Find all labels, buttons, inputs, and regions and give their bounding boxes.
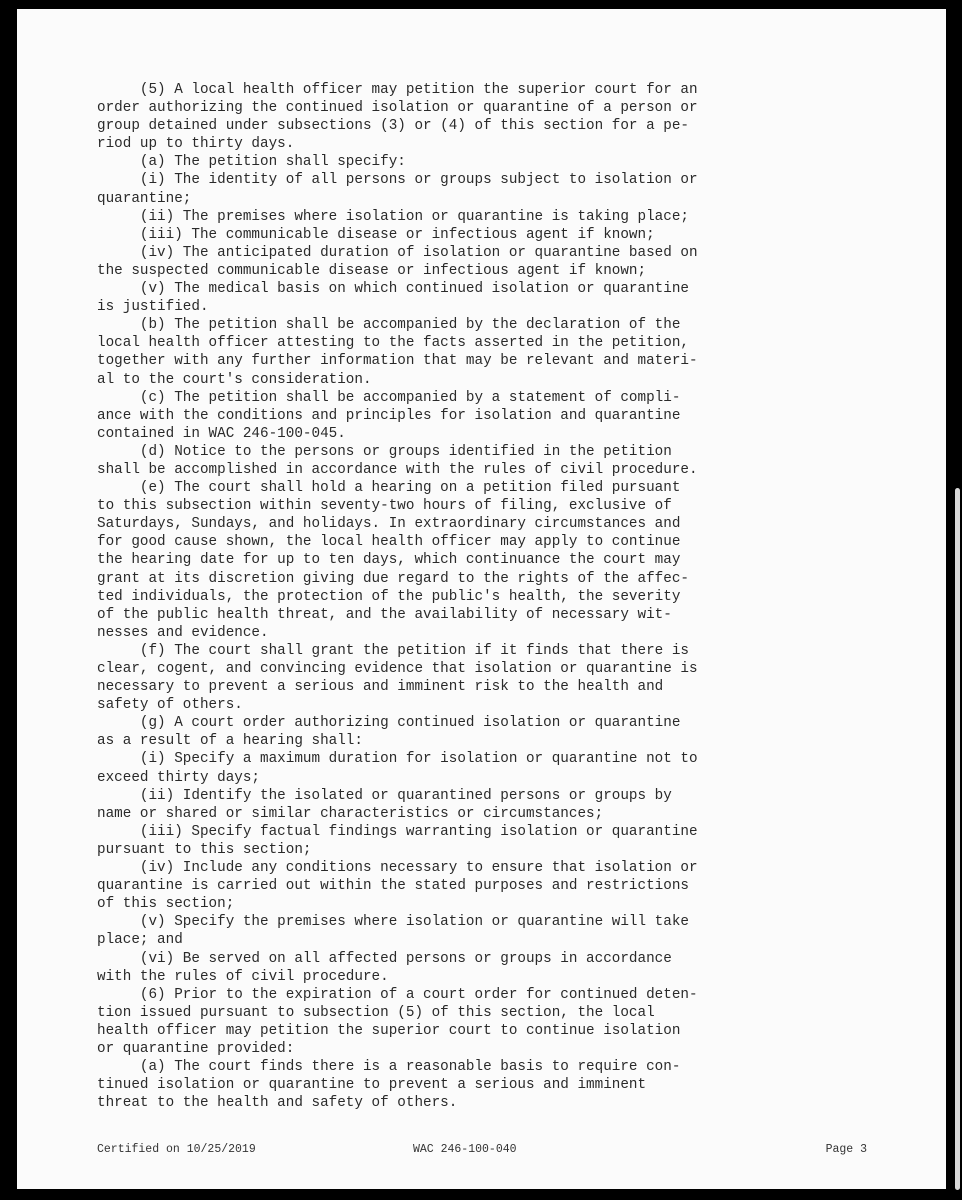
document-line: necessary to prevent a serious and imminent risk to the health and — [97, 679, 664, 696]
document-line: quarantine; — [97, 190, 192, 207]
document-line: pursuant to this section; — [97, 841, 312, 858]
document-line: (6) Prior to the expiration of a court order for continued deten- — [97, 986, 698, 1003]
document-line: clear, cogent, and convincing evidence that isolation or quarantine is — [97, 661, 698, 677]
document-line: threat to the health and safety of others. — [97, 1095, 458, 1112]
document-line: (i) The identity of all persons or groups subject to isolation or — [97, 172, 698, 189]
document-line: as a result of a hearing shall: — [97, 733, 363, 750]
document-line: group detained under subsections (3) or (4) of this section for a pe- — [97, 118, 689, 135]
document-line: (i) Specify a maximum duration for isolation or quarantine not to — [97, 751, 698, 768]
document-line: or quarantine provided: — [97, 1040, 295, 1057]
document-line: (c) The petition shall be accompanied by a statement of compli- — [97, 389, 681, 406]
document-line: grant at its discretion giving due regard to the rights of the affec- — [97, 570, 689, 587]
scrollbar-thumb[interactable] — [955, 488, 960, 1190]
document-line: the suspected communicable disease or infectious agent if known; — [97, 262, 647, 279]
document-line: exceed thirty days; — [97, 769, 261, 786]
document-line: (b) The petition shall be accompanied by the declaration of the — [97, 317, 681, 334]
document-line: ance with the conditions and principles for isolation and quarantine — [97, 407, 681, 424]
document-line: (ii) Identify the isolated or quarantined persons or groups by — [97, 787, 672, 804]
document-page — [17, 9, 946, 1189]
document-line: ted individuals, the protection of the public's health, the severity — [97, 588, 681, 605]
document-line: for good cause shown, the local health officer may apply to continue — [97, 534, 681, 551]
document-line: (iii) Specify factual findings warranting isolation or quarantine — [97, 823, 698, 840]
document-line: contained in WAC 246-100-045. — [97, 425, 346, 442]
footer-page-number: Page 3 — [825, 1143, 867, 1156]
footer-wac-code: WAC 246-100-040 — [413, 1143, 517, 1156]
scrollbar[interactable] — [953, 0, 962, 1200]
document-line: (vi) Be served on all affected persons or groups in accordance — [97, 950, 672, 967]
document-line: (d) Notice to the persons or groups identified in the petition — [97, 443, 672, 460]
document-line: together with any further information that may be relevant and materi- — [97, 353, 698, 370]
document-line: (g) A court order authorizing continued isolation or quarantine — [97, 715, 681, 732]
document-line: (v) The medical basis on which continued isolation or quarantine — [97, 281, 689, 298]
document-line: (a) The court finds there is a reasonable basis to require con- — [97, 1059, 681, 1076]
document-line: (iv) The anticipated duration of isolation or quarantine based on — [97, 244, 698, 261]
document-line: order authorizing the continued isolation or quarantine of a person or — [97, 100, 698, 117]
document-line: of this section; — [97, 896, 235, 913]
document-line: the hearing date for up to ten days, which continuance the court may — [97, 552, 681, 569]
document-line: tinued isolation or quarantine to prevent a serious and imminent — [97, 1077, 647, 1094]
document-line: local health officer attesting to the facts asserted in the petition, — [97, 335, 689, 352]
document-line: riod up to thirty days. — [97, 136, 295, 153]
document-line: safety of others. — [97, 697, 243, 714]
document-line: (iv) Include any conditions necessary to ensure that isolation or — [97, 860, 698, 877]
document-line: of the public health threat, and the availability of necessary wit- — [97, 606, 672, 623]
document-line: tion issued pursuant to subsection (5) of this section, the local — [97, 1004, 655, 1021]
document-line: Saturdays, Sundays, and holidays. In extraordinary circumstances and — [97, 516, 681, 533]
document-line: (e) The court shall hold a hearing on a petition filed pursuant — [97, 480, 681, 497]
document-line: name or shared or similar characteristics or circumstances; — [97, 805, 604, 822]
footer-certified-date: Certified on 10/25/2019 — [97, 1143, 256, 1156]
document-line: (f) The court shall grant the petition if it finds that there is — [97, 642, 689, 659]
document-line: is justified. — [97, 299, 209, 316]
document-line: (ii) The premises where isolation or quarantine is taking place; — [97, 208, 689, 225]
document-line: nesses and evidence. — [97, 624, 269, 641]
document-line: (a) The petition shall specify: — [97, 154, 406, 171]
document-line: place; and — [97, 932, 183, 949]
document-line: with the rules of civil procedure. — [97, 968, 389, 985]
document-line: (5) A local health officer may petition the superior court for an — [97, 82, 698, 98]
document-line: (iii) The communicable disease or infectious agent if known; — [97, 226, 655, 243]
document-line: health officer may petition the superior court to continue isolation — [97, 1022, 681, 1039]
document-body — [97, 81, 867, 1112]
page-footer — [97, 1143, 867, 1159]
document-line: (v) Specify the premises where isolation or quarantine will take — [97, 914, 689, 931]
document-line: al to the court's consideration. — [97, 371, 372, 388]
document-line: shall be accomplished in accordance with the rules of civil procedure. — [97, 461, 698, 478]
document-line: quarantine is carried out within the stated purposes and restrictions — [97, 878, 689, 895]
document-line: to this subsection within seventy-two hours of filing, exclusive of — [97, 498, 672, 515]
